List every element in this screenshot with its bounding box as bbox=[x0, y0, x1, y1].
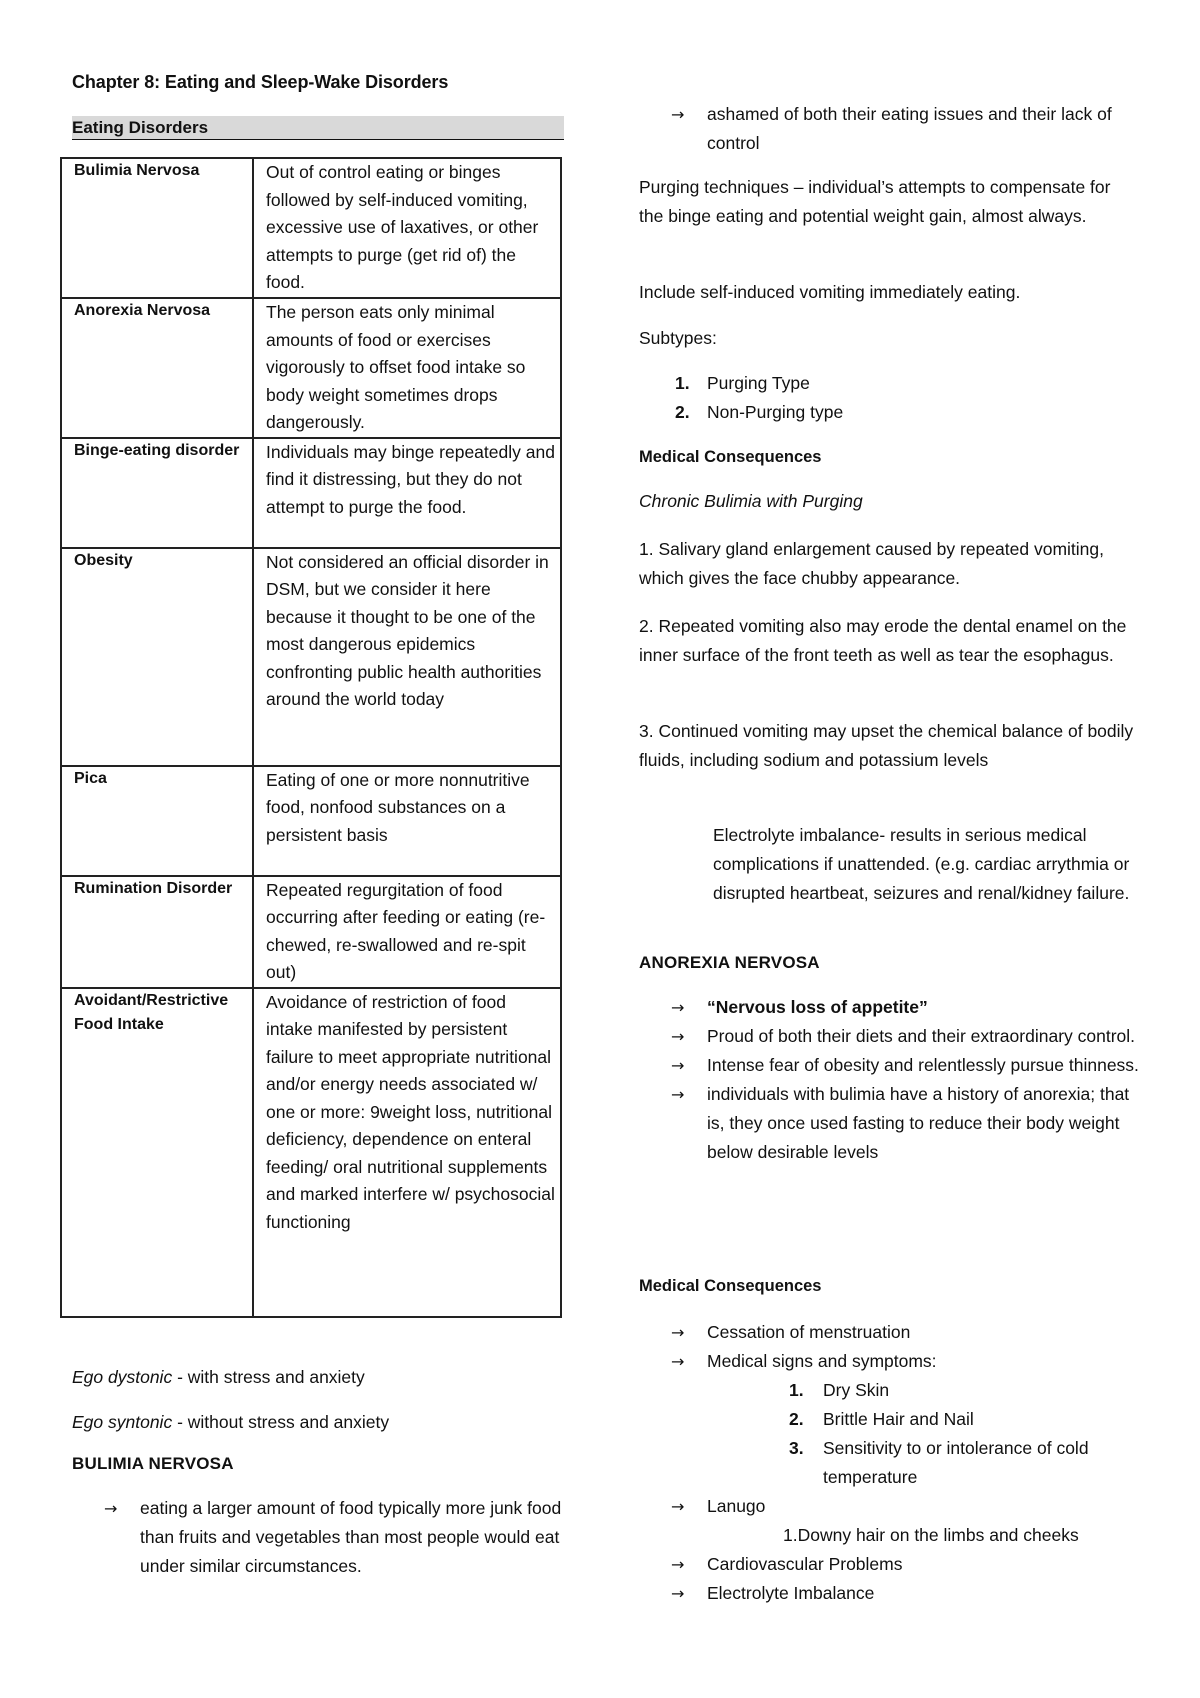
list-item bbox=[639, 1492, 1144, 1521]
medical-bullets-3 bbox=[639, 1550, 1144, 1608]
list-item bbox=[639, 1051, 1144, 1080]
bulimia-bullets bbox=[72, 1494, 572, 1581]
table-row bbox=[61, 988, 561, 1317]
list-item bbox=[639, 100, 1144, 158]
table-row bbox=[61, 876, 561, 988]
right-arrow-icon: → bbox=[671, 1555, 685, 1574]
medical-consequences-heading: Medical Consequences bbox=[639, 448, 822, 466]
right-arrow-icon: → bbox=[671, 1352, 685, 1371]
list-number: 1. bbox=[675, 373, 690, 393]
list-item-text: Purging Type bbox=[707, 373, 810, 393]
table-definition-cell: Individuals may binge repeatedly and find it distressing, but they do not attempt to purge the food. bbox=[253, 438, 561, 548]
bulimia-heading: BULIMIA NERVOSA bbox=[72, 1454, 234, 1473]
ego-dystonic-term: Ego dystonic bbox=[72, 1367, 173, 1387]
list-number: 2. bbox=[675, 402, 690, 422]
table-term-cell: Avoidant/Restrictive Food Intake bbox=[61, 988, 253, 1317]
electrolyte-note: Electrolyte imbalance- results in serious medical complications if unattended. (e.g. cardiac arrythmia or disrupted heartbeat, seizures and renal/kidney failure. bbox=[713, 825, 1130, 903]
chapter-title: Chapter 8: Eating and Sleep-Wake Disorders bbox=[72, 72, 449, 92]
list-item bbox=[639, 1376, 1144, 1405]
right-arrow-icon: → bbox=[104, 1499, 118, 1518]
list-item bbox=[639, 1022, 1144, 1051]
table-definition-cell: Not considered an official disorder in DSM, but we consider it here because it thought to be one of the most dangerous epidemics confronting public health authorities around the world today bbox=[253, 548, 561, 766]
list-number: 3. bbox=[789, 1438, 804, 1458]
consequence-point-2: 2. Repeated vomiting also may erode the dental enamel on the inner surface of the front teeth as well as tear the esophagus. bbox=[639, 616, 1127, 665]
lanugo-detail: 1.Downy hair on the limbs and cheeks bbox=[783, 1525, 1079, 1545]
right-arrow-icon: → bbox=[671, 105, 685, 124]
medical-bullets-1 bbox=[639, 1318, 1144, 1376]
right-arrow-icon: → bbox=[671, 1323, 685, 1342]
table-term-cell: Bulimia Nervosa bbox=[61, 158, 253, 298]
right-arrow-icon: → bbox=[671, 1027, 685, 1046]
right-column bbox=[639, 0, 1144, 1698]
table-row bbox=[61, 548, 561, 766]
table-definition-cell: The person eats only minimal amounts of food or exercises vigorously to offset food intake so body weight sometimes drops dangerously. bbox=[253, 298, 561, 438]
table-term-cell: Rumination Disorder bbox=[61, 876, 253, 988]
table-definition-cell: Out of control eating or binges followed by self-induced vomiting, excessive use of laxatives, or other attempts to purge (get rid of) the food. bbox=[253, 158, 561, 298]
ego-dystonic-line bbox=[72, 1364, 365, 1390]
section-heading-bar bbox=[72, 116, 564, 140]
table-row bbox=[61, 438, 561, 548]
anorexia-bullets bbox=[639, 993, 1144, 1167]
chronic-bulimia-subheading: Chronic Bulimia with Purging bbox=[639, 491, 863, 511]
medical-bullets-2 bbox=[639, 1492, 1144, 1521]
list-number: 2. bbox=[789, 1409, 804, 1429]
table-definition-cell: Repeated regurgitation of food occurring after feeding or eating (re-chewed, re-swallowed and re-spit out) bbox=[253, 876, 561, 988]
list-item bbox=[72, 1494, 572, 1581]
ego-syntonic-line bbox=[72, 1409, 389, 1435]
consequence-point-1: 1. Salivary gland enlargement caused by repeated vomiting, which gives the face chubby appearance. bbox=[639, 539, 1104, 588]
table-definition-cell: Avoidance of restriction of food intake manifested by persistent failure to meet appropriate nutritional and/or energy needs associated w/ one or more: 9weight loss, nutritional deficiency, dependence on enteral feeding/ oral nutritional supplements and marked interfere w/ psychosocial functioning bbox=[253, 988, 561, 1317]
right-arrow-icon: → bbox=[671, 1497, 685, 1516]
ego-syntonic-description: - without stress and anxiety bbox=[172, 1412, 390, 1432]
shame-bullet-text: ashamed of both their eating issues and their lack of control bbox=[707, 104, 1112, 153]
anorexia-bullet-text: “Nervous loss of appetite” bbox=[707, 997, 928, 1017]
anorexia-heading: ANOREXIA NERVOSA bbox=[639, 953, 820, 972]
list-item-text: Sensitivity to or intolerance of cold temperature bbox=[823, 1438, 1089, 1487]
list-item bbox=[639, 1080, 1144, 1167]
consequence-point-3: 3. Continued vomiting may upset the chemical balance of bodily fluids, including sodium and potassium levels bbox=[639, 721, 1134, 770]
right-arrow-icon: → bbox=[671, 1085, 685, 1104]
list-item bbox=[639, 1347, 1144, 1376]
anorexia-bullet-text: Proud of both their diets and their extraordinary control. bbox=[707, 1026, 1136, 1046]
table-term-cell: Obesity bbox=[61, 548, 253, 766]
subtypes-label: Subtypes: bbox=[639, 328, 717, 348]
section-heading: Eating Disorders bbox=[72, 118, 209, 137]
medical-bullet-text: Medical signs and symptoms: bbox=[707, 1351, 937, 1371]
shame-bullet-block bbox=[639, 100, 1144, 158]
anorexia-bullet-text: Intense fear of obesity and relentlessly pursue thinness. bbox=[707, 1055, 1139, 1075]
medical-bullet-text: Cessation of menstruation bbox=[707, 1322, 911, 1342]
medical-bullet-text: Electrolyte Imbalance bbox=[707, 1583, 875, 1603]
include-line: Include self-induced vomiting immediately eating. bbox=[639, 282, 1021, 302]
medical-bullet-text: Cardiovascular Problems bbox=[707, 1554, 903, 1574]
list-number: 1. bbox=[789, 1380, 804, 1400]
purging-paragraph: Purging techniques – individual’s attempts to compensate for the binge eating and potential weight gain, almost always. bbox=[639, 177, 1111, 226]
right-arrow-icon: → bbox=[671, 1584, 685, 1603]
table-definition-cell: Eating of one or more nonnutritive food, nonfood substances on a persistent basis bbox=[253, 766, 561, 876]
list-item bbox=[639, 1405, 1144, 1434]
list-item-text: Brittle Hair and Nail bbox=[823, 1409, 974, 1429]
anorexia-bullet-text: individuals with bulimia have a history of anorexia; that is, they once used fasting to reduce their body weight below desirable levels bbox=[707, 1084, 1130, 1162]
subtypes-list bbox=[639, 369, 1144, 427]
list-item-text: Non-Purging type bbox=[707, 402, 844, 422]
left-column bbox=[72, 0, 572, 1698]
signs-list bbox=[639, 1376, 1144, 1492]
table-term-cell: Anorexia Nervosa bbox=[61, 298, 253, 438]
list-item bbox=[639, 369, 1144, 398]
medical-bullet-text: Lanugo bbox=[707, 1496, 766, 1516]
ego-dystonic-description: - with stress and anxiety bbox=[172, 1367, 365, 1387]
list-item-text: Dry Skin bbox=[823, 1380, 890, 1400]
table-row bbox=[61, 766, 561, 876]
table-term-cell: Binge-eating disorder bbox=[61, 438, 253, 548]
right-arrow-icon: → bbox=[671, 998, 685, 1017]
right-arrow-icon: → bbox=[671, 1056, 685, 1075]
table-row bbox=[61, 158, 561, 298]
table-row bbox=[61, 298, 561, 438]
list-item bbox=[639, 993, 1144, 1022]
list-item bbox=[639, 1434, 1144, 1492]
list-item bbox=[639, 1579, 1144, 1608]
medical-consequences-heading-2: Medical Consequences bbox=[639, 1277, 822, 1295]
list-item bbox=[639, 1550, 1144, 1579]
list-item bbox=[639, 1318, 1144, 1347]
list-item bbox=[639, 398, 1144, 427]
table-term-cell: Pica bbox=[61, 766, 253, 876]
bulimia-bullet-text: eating a larger amount of food typically more junk food than fruits and vegetables than most people would eat under similar circumstances. bbox=[140, 1498, 562, 1576]
ego-syntonic-term: Ego syntonic bbox=[72, 1412, 173, 1432]
eating-disorders-table bbox=[60, 157, 562, 1318]
